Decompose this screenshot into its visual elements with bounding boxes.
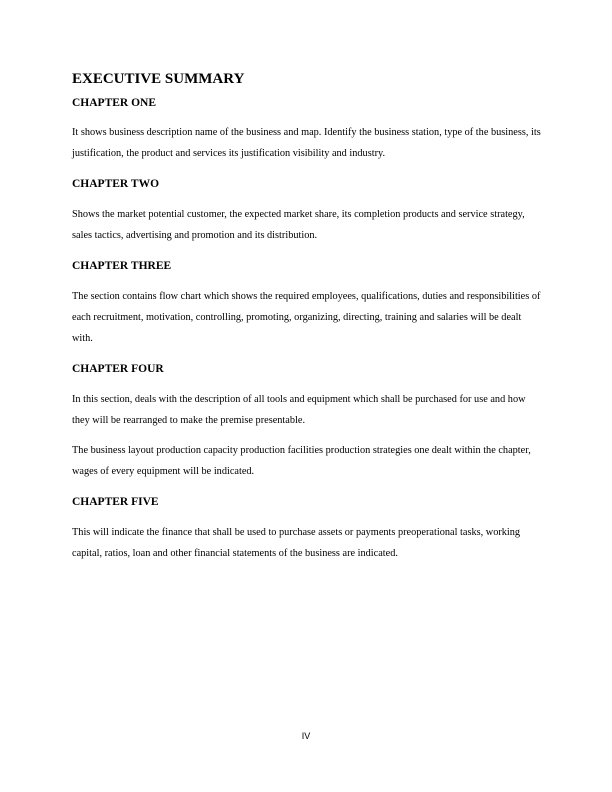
chapter-five-paragraph: This will indicate the finance that shall be used to purchase assets or payments preoperational tasks, working capital, ratios, loan and other financial statements of the business are indicated. — [72, 527, 521, 559]
section-heading-chapter-three: CHAPTER THREE — [72, 260, 172, 272]
page-title: EXECUTIVE SUMMARY — [72, 71, 245, 87]
chapter-three-paragraph: The section contains flow chart which shows the required employees, qualifications, duties and responsibilities of each recruitment, motivation, controlling, promoting, organizing, directing, training and salaries will be dealt with. — [72, 291, 541, 344]
page-content — [72, 70, 544, 577]
section-heading-chapter-one: CHAPTER ONE — [72, 97, 157, 109]
page-number: IV — [301, 731, 311, 741]
section-heading-chapter-two: CHAPTER TWO — [72, 178, 160, 190]
section-heading-chapter-five: CHAPTER FIVE — [72, 496, 159, 508]
chapter-two-paragraph: Shows the market potential customer, the expected market share, its completion products and service strategy, sales tactics, advertising and promotion and its distribution. — [72, 209, 525, 241]
chapter-four-paragraph-2: The business layout production capacity production facilities production strategies one dealt within the chapter, wages of every equipment will be indicated. — [72, 445, 531, 477]
section-heading-chapter-four: CHAPTER FOUR — [72, 363, 164, 375]
chapter-four-paragraph-1: In this section, deals with the description of all tools and equipment which shall be purchased for use and how they will be rearranged to make the premise presentable. — [72, 394, 526, 426]
chapter-one-paragraph: It shows business description name of the business and map. Identify the business station, type of the business, its justification, the product and services its justification visibility and industry. — [72, 127, 541, 159]
